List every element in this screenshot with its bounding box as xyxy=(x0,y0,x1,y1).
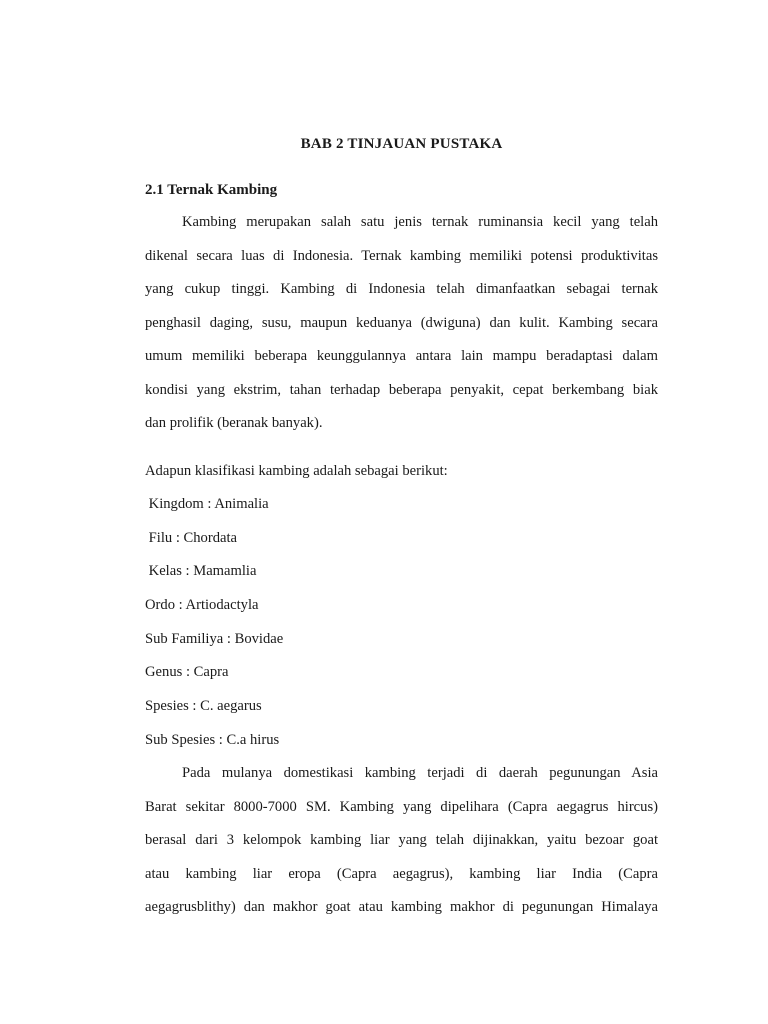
section-title: 2.1 Ternak Kambing xyxy=(145,182,278,198)
classification-item-species: Spesies : C. aegarus xyxy=(145,698,262,715)
paragraph-line: dikenal secara luas di Indonesia. Ternak kambing memiliki potensi produktivitas xyxy=(145,247,658,264)
paragraph-domestication xyxy=(145,757,658,925)
paragraph-goat-description xyxy=(145,206,658,441)
classification-item-genus: Genus : Capra xyxy=(145,664,229,681)
chapter-title: BAB 2 TINJAUAN PUSTAKA xyxy=(300,136,503,152)
paragraph-line: berasal dari 3 kelompok kambing liar yang telah dijinakkan, yaitu bezoar goat xyxy=(145,832,658,848)
paragraph-line: kondisi yang ekstrim, tahan terhadap beberapa penyakit, cepat berkembang biak xyxy=(145,381,658,398)
classification-intro: Adapun klasifikasi kambing adalah sebagai berikut: xyxy=(145,463,448,479)
classification-item-class: Kelas : Mamamlia xyxy=(145,563,257,580)
document-page xyxy=(145,0,658,1024)
classification-list xyxy=(145,488,283,758)
paragraph-line: dan prolifik (beranak banyak). xyxy=(145,415,323,431)
paragraph-line: Barat sekitar 8000-7000 SM. Kambing yang dipelihara (Capra aegagrus hircus) xyxy=(145,798,658,815)
paragraph-line: atau kambing liar eropa (Capra aegagrus), kambing liar India (Capra xyxy=(145,865,658,882)
paragraph-line: aegagrusblithy) dan makhor goat atau kambing makhor di pegunungan Himalaya xyxy=(145,899,658,915)
classification-item-phylum: Filu : Chordata xyxy=(145,529,238,546)
classification-item-kingdom: Kingdom : Animalia xyxy=(145,496,269,512)
paragraph-line: penghasil daging, susu, maupun keduanya (dwiguna) dan kulit. Kambing secara xyxy=(145,314,658,331)
classification-item-subspecies: Sub Spesies : C.a hirus xyxy=(145,731,280,748)
paragraph-line: umum memiliki beberapa keunggulannya antara lain mampu beradaptasi dalam xyxy=(145,348,658,364)
classification-item-subfamily: Sub Familiya : Bovidae xyxy=(145,630,284,647)
paragraph-line: Kambing merupakan salah satu jenis ternak ruminansia kecil yang telah xyxy=(182,214,658,230)
classification-item-order: Ordo : Artiodactyla xyxy=(145,597,259,614)
paragraph-line: Pada mulanya domestikasi kambing terjadi di daerah pegunungan Asia xyxy=(182,765,658,781)
paragraph-line: yang cukup tinggi. Kambing di Indonesia telah dimanfaatkan sebagai ternak xyxy=(145,281,658,297)
